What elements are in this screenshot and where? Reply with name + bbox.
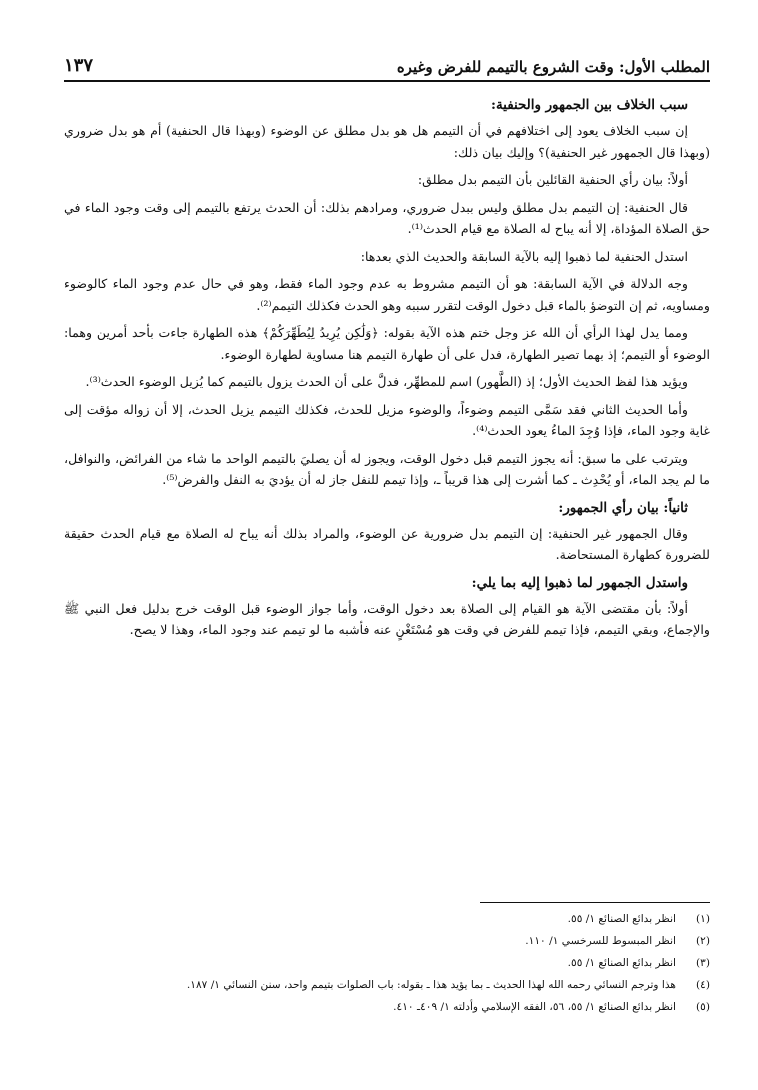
running-title: المطلب الأول: وقت الشروع بالتيمم للفرض وغيره <box>396 58 710 76</box>
footnote-text: انظر بدائع الصنائع ١/ ٥٥. <box>567 913 676 925</box>
section-heading-majority-evidence: واستدل الجمهور لما ذهبوا إليه بما يلي: <box>471 574 688 591</box>
paragraph: وأما الحديث الثاني فقد سَمَّى التيمم وضوءاً، والوضوء مزيل للحدث، فكذلك التيمم يزيل الحدث، إلا أن زواله مؤقت إلى غاية وجود الماء، فإذا وُجِدَ الماءُ يعود الحدث⁽⁴⁾. <box>64 401 710 438</box>
footnotes <box>64 910 710 1020</box>
footnote <box>64 910 710 928</box>
paragraph: أولاً: بيان رأي الحنفية القائلين بأن التيمم بدل مطلق: <box>417 172 688 187</box>
header-rule <box>64 80 710 82</box>
paragraph: وجه الدلالة في الآية السابقة: هو أن التيمم مشروط به عدم وجود الماء فقط، وهو في حال عدم وجود الماء كالوضوء ومساويه، ثم إن التوضؤ بالماء قبل دخول الوقت لتقرر سببه وهو الحدث فكذلك التيمم⁽²⁾. <box>64 276 710 313</box>
footnote-text: انظر بدائع الصنائع ١/ ٥٥. <box>567 957 676 969</box>
footnote-number: (٤) <box>696 979 710 991</box>
paragraph: ويؤيد هذا لفظ الحديث الأول؛ إذ (الطَّهور) اسم للمطهِّر، فدلَّ على أن الحدث يزول بالتيمم كما يُزيل الوضوء الحدث⁽³⁾. <box>85 374 688 389</box>
footnote-number: (١) <box>696 913 710 925</box>
paragraph: ويترتب على ما سبق: أنه يجوز التيمم قبل دخول الوقت، ويجوز له أن يصليَ بالتيمم الواحد ما شاء من الفرائض، والنوافل، ما لم يجد الماء، أو يُحْدِث ـ كما أشرت إلى هذا قريباً ـ، وإذا تيمم للنفل جاز له أن يؤديَ به النفل والفرض⁽⁵⁾. <box>64 450 710 487</box>
page-body <box>64 92 710 647</box>
footnote-text: انظر المبسوط للسرخسي ١/ ١١٠. <box>525 935 676 947</box>
paragraph: ومما يدل لهذا الرأي أن الله عز وجل ختم هذه الآية بقوله: ﴿وَلَٰكِن يُرِيدُ لِيُطَهِّرَكُمْ﴾ هذه الطهارة جاءت بأحد أمرين وهما: الوضوء أو التيمم؛ إذ بهما تصير الطهارة، فدل على أن طهارة التيمم هنا مساوية لطهارة الوضوء. <box>64 325 710 362</box>
paragraph: قال الحنفية: إن التيمم بدل مطلق وليس ببدل ضروري، ومرادهم بذلك: أن الحدث يرتفع بالتيمم إلى وقت وجود الماء في حق الصلاة المؤداة، إلا أنه يباح له الصلاة مع قيام الحدث⁽¹⁾. <box>64 199 710 236</box>
paragraph: إن سبب الخلاف يعود إلى اختلافهم في أن التيمم هل هو بدل مطلق عن الوضوء (وبهذا قال الحنفية) أم هو بدل ضروري (وبهذا قال الجمهور غير الحنفية)؟ وإليك بيان ذلك: <box>64 123 710 160</box>
section-heading-reason: سبب الخلاف بين الجمهور والحنفية: <box>491 97 688 113</box>
footnote-number: (٢) <box>696 935 710 947</box>
paragraph: وقال الجمهور غير الحنفية: إن التيمم بدل ضرورية عن الوضوء، والمراد بذلك أنه يباح له الصلاة مع قيام الحدث حقيقة للضرورة كطهارة المستحاضة. <box>64 525 710 562</box>
footnote-text: انظر بدائع الصنائع ١/ ٥٥، ٥٦، الفقه الإسلامي وأدلته ١/ ٤٠٩ـ ٤١٠. <box>393 1001 676 1013</box>
page-header <box>64 44 710 76</box>
paragraph: أولاً: بأن مقتضى الآية هو القيام إلى الصلاة بعد دخول الوقت، وأما جواز الوضوء قبل الوقت خرج بدليل فعل النبي ﷺ والإجماع، وبقي التيمم، فإذا تيمم للفرض في وقت هو مُسْتَغْنٍ عنه فأشبه ما لو تيمم عند وجود الماء، وهذا لا يصح. <box>64 600 710 637</box>
footnote <box>64 976 710 994</box>
footnote-number: (٣) <box>696 957 710 969</box>
footnote <box>64 954 710 972</box>
footnote-number: (٥) <box>696 1001 710 1013</box>
page-number: ١٣٧ <box>64 55 94 76</box>
footnote <box>64 932 710 950</box>
footnote-separator <box>480 902 710 903</box>
footnote-text: هذا وترجم النسائي رحمه الله لهذا الحديث ـ بما يؤيد هذا ـ بقوله: باب الصلوات بتيمم واحد، سنن النسائي ١/ ١٨٧. <box>186 979 676 991</box>
footnote <box>64 998 710 1016</box>
paragraph: استدل الحنفية لما ذهبوا إليه بالآية السابقة والحديث الذي بعدها: <box>360 248 688 264</box>
section-heading-majority-view: ثانياً: بيان رأي الجمهور: <box>558 499 688 516</box>
